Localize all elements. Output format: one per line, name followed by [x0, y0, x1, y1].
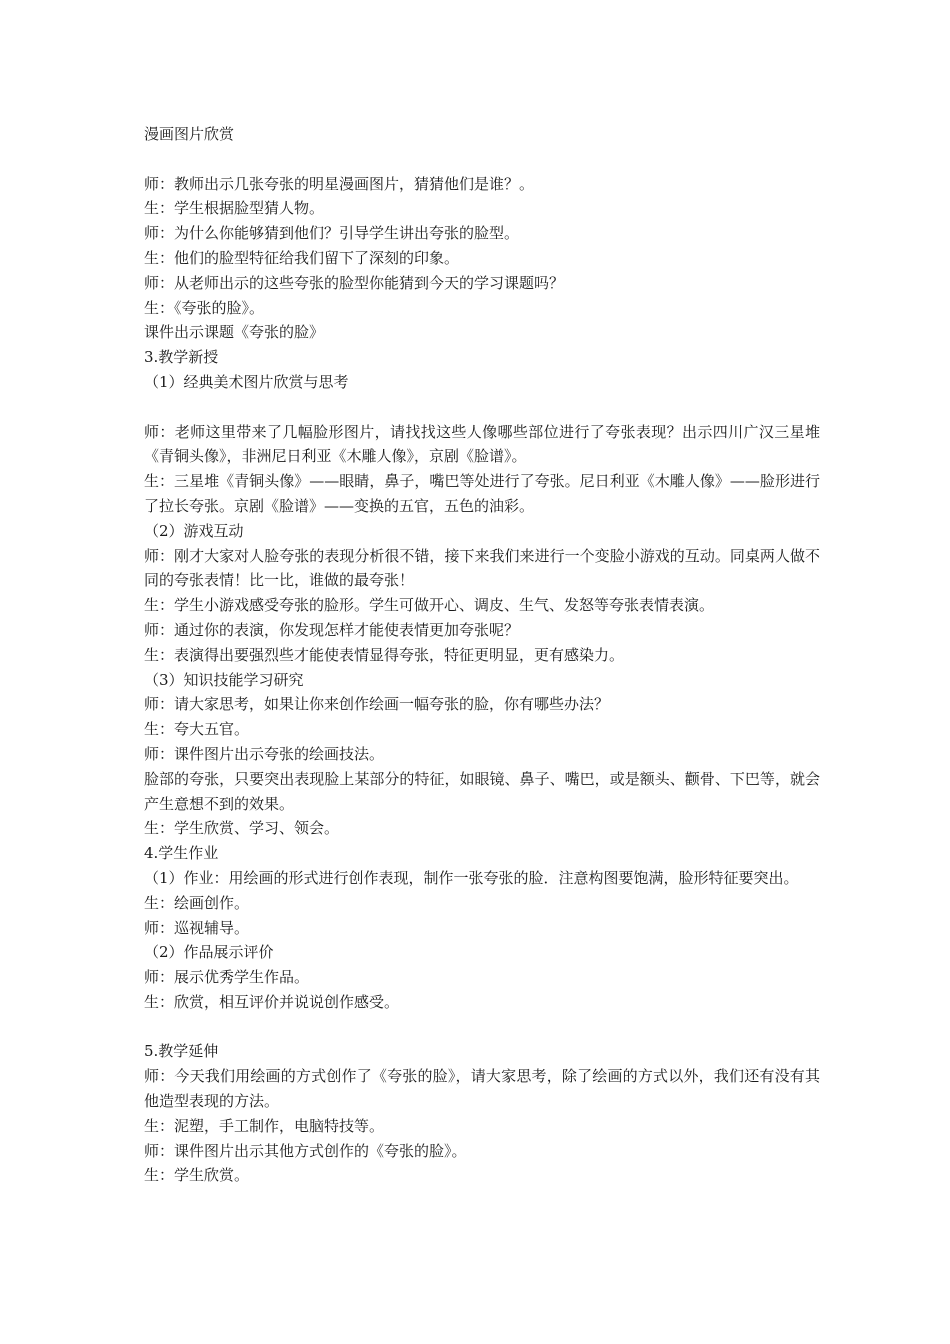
paragraph: 师：从老师出示的这些夸张的脸型你能猜到今天的学习课题吗？: [144, 273, 565, 292]
paragraph: 生：学生欣赏。: [144, 1166, 250, 1185]
paragraph: 师：刚才大家对人脸夸张的表现分析很不错，接下来我们来进行一个变脸小游戏的互动。同桌两人做不同的夸张表情！比一比，谁做的最夸张！: [144, 546, 820, 590]
paragraph: （1）作业：用绘画的形式进行创作表现，制作一张夸张的脸．注意构图要饱满，脸形特征要突出。: [144, 868, 799, 887]
subsection-heading: （2）作品展示评价: [144, 943, 274, 962]
blank-line: [144, 395, 820, 420]
paragraph: 课件出示课题《夸张的脸》: [144, 323, 325, 342]
paragraph: 生：《夸张的脸》。: [144, 298, 265, 317]
subsection-heading: （2）游戏互动: [144, 521, 244, 540]
section-heading: 4.学生作业: [144, 844, 219, 863]
section-heading: 漫画图片欣赏: [144, 125, 235, 143]
paragraph: 师：课件图片出示夸张的绘画技法。: [144, 744, 385, 763]
section-heading: 3.教学新授: [144, 348, 219, 367]
blank-line: [144, 1015, 820, 1040]
paragraph: 师：为什么你能够猜到他们？引导学生讲出夸张的脸型。: [144, 224, 520, 243]
paragraph: 师：通过你的表演，你发现怎样才能使表情更加夸张呢？: [144, 620, 520, 639]
paragraph: 脸部的夸张，只要突出表现脸上某部分的特征，如眼镜、鼻子、嘴巴，或是额头、颧骨、下巴等，就会产生意想不到的效果。: [144, 769, 820, 813]
paragraph: 生：学生小游戏感受夸张的脸形。学生可做开心、调皮、生气、发怒等夸张表情表演。: [144, 596, 715, 615]
paragraph: 生：学生欣赏、学习、领会。: [144, 819, 340, 838]
paragraph: 师：今天我们用绘画的方式创作了《夸张的脸》，请大家思考，除了绘画的方式以外，我们还有没有其他造型表现的方法。: [144, 1067, 820, 1111]
paragraph: 生：夸大五官。: [144, 720, 250, 739]
paragraph: 生：绘画创作。: [144, 893, 250, 912]
paragraph: 师：老师这里带来了几幅脸形图片，请找找这些人像哪些部位进行了夸张表现？出示四川广汉三星堆《青铜头像》，非洲尼日利亚《木雕人像》，京剧《脸谱》。: [144, 422, 820, 466]
paragraph: 师：巡视辅导。: [144, 918, 250, 937]
paragraph: 师：教师出示几张夸张的明星漫画图片，猜猜他们是谁？。: [144, 174, 535, 193]
subsection-heading: （1）经典美术图片欣赏与思考: [144, 372, 349, 391]
paragraph: 师：课件图片出示其他方式创作的《夸张的脸》。: [144, 1141, 467, 1160]
paragraph: 生：泥塑，手工制作，电脑特技等。: [144, 1116, 385, 1135]
paragraph: 生：学生根据脸型猜人物。: [144, 199, 325, 218]
subsection-heading: （3）知识技能学习研究: [144, 670, 304, 689]
document-body: [144, 122, 820, 1188]
paragraph: 师：请大家思考，如果让你来创作绘画一幅夸张的脸，你有哪些办法？: [144, 695, 610, 714]
section-heading: 5.教学延伸: [144, 1042, 219, 1061]
paragraph: 生：他们的脸型特征给我们留下了深刻的印象。: [144, 248, 460, 267]
paragraph: 生：三星堆《青铜头像》——眼睛，鼻子，嘴巴等处进行了夸张。尼日利亚《木雕人像》——脸形进行了拉长夸张。京剧《脸谱》——变换的五官，五色的油彩。: [144, 472, 820, 515]
paragraph: 生：表演得出要强烈些才能使表情显得夸张，特征更明显，更有感染力。: [144, 645, 625, 664]
blank-line: [144, 147, 820, 172]
paragraph: 师：展示优秀学生作品。: [144, 968, 310, 987]
paragraph: 生：欣赏，相互评价并说说创作感受。: [144, 992, 400, 1011]
